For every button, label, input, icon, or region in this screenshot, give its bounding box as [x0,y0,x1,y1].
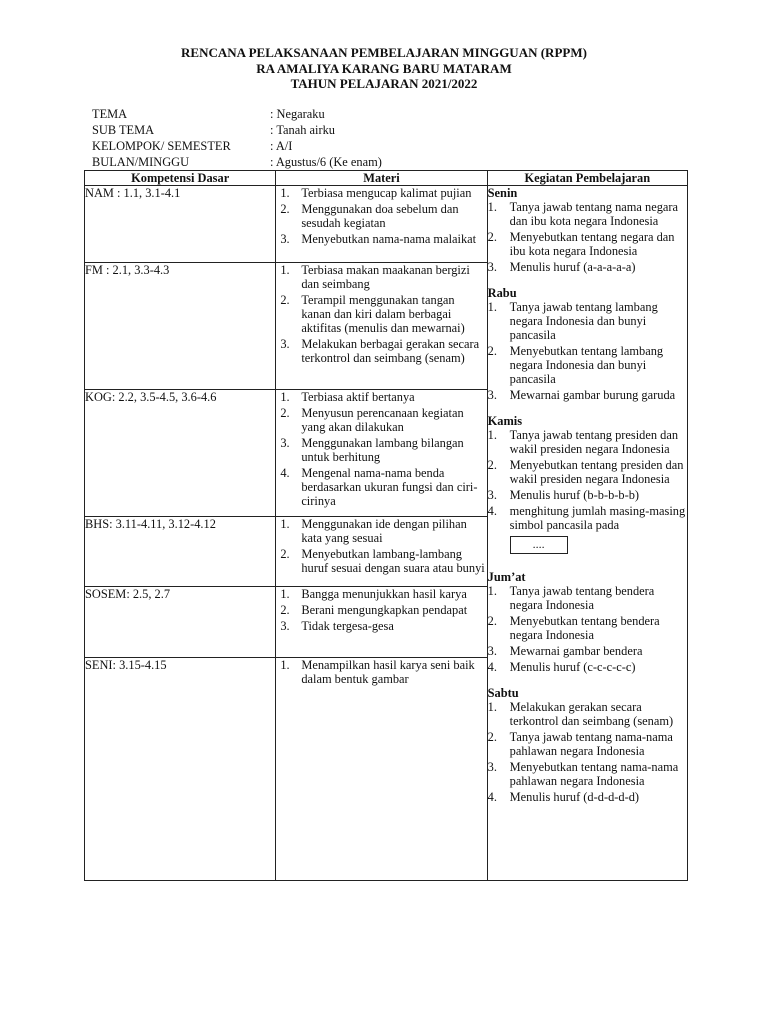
info-value: : A/I [270,139,293,153]
materi-cell [276,658,487,881]
list-number: 3. [487,488,497,502]
materi-text: Menyebutkan lambang-lambang huruf sesuai dengan suara atau bunyi [301,547,485,575]
list-number: 3. [280,337,290,351]
materi-item [276,406,486,434]
kegiatan-text: Menulis huruf (b-b-b-b-b) [509,488,640,502]
header-materi: Materi [276,171,487,186]
list-number: 3. [487,388,497,402]
materi-text: Menggunakan lambang bilangan untuk berhitung [301,436,464,464]
list-number: 2. [487,458,497,472]
kegiatan-list [488,300,687,402]
kegiatan-list [488,584,687,674]
materi-text: Mengenal nama-nama benda berdasarkan ukuran fungsi dan ciri-cirinya [301,466,478,508]
materi-list [276,390,486,508]
list-number: 1. [280,263,290,277]
blank-box: .... [510,536,568,554]
list-number: 3. [280,436,290,450]
materi-text: Terbiasa makan maakanan bergizi dan seimbang [301,263,470,291]
kegiatan-text: Menyebutkan tentang lambang negara Indonesia dan bunyi pancasila [509,344,664,386]
list-number: 3. [280,619,290,633]
kegiatan-text: Mewarnai gambar bendera [509,644,643,658]
kegiatan-text: Menyebutkan tentang nama-nama pahlawan negara Indonesia [509,760,679,788]
kegiatan-text: Tanya jawab tentang lambang negara Indonesia dan bunyi pancasila [509,300,658,342]
materi-item [276,658,486,686]
kegiatan-item [488,700,687,728]
kegiatan-text: Menyebutkan tentang presiden dan wakil presiden negara Indonesia [509,458,684,486]
info-row-bulan [92,154,382,170]
list-number: 1. [487,200,497,214]
materi-text: Menyusun perencanaan kegiatan yang akan dilakukan [301,406,464,434]
kegiatan-list [488,700,687,804]
kegiatan-item [488,488,687,502]
kegiatan-item [488,200,687,228]
kompetensi-dasar-cell: SOSEM: 2.5, 2.7 [85,587,276,658]
kegiatan-item [488,458,687,486]
list-number: 1. [487,700,497,714]
materi-cell [276,390,487,517]
materi-cell [276,263,487,390]
kegiatan-list [488,428,687,532]
materi-text: Tidak tergesa-gesa [301,619,394,633]
kegiatan-item [488,300,687,342]
list-number: 2. [487,730,497,744]
day-heading: Jum’at [487,570,526,584]
info-row-tema [92,106,382,122]
list-number: 1. [487,300,497,314]
kompetensi-dasar-cell: BHS: 3.11-4.11, 3.12-4.12 [85,517,276,587]
kegiatan-item [488,260,687,274]
kompetensi-dasar-cell: KOG: 2.2, 3.5-4.5, 3.6-4.6 [85,390,276,517]
day-heading: Kamis [487,414,523,428]
title-line-1: RENCANA PELAKSANAAN PEMBELAJARAN MINGGUAN (RPPM) [181,45,587,60]
materi-item [276,293,486,335]
kegiatan-text: Tanya jawab tentang nama-nama pahlawan negara Indonesia [509,730,673,758]
kegiatan-text: Tanya jawab tentang presiden dan wakil presiden negara Indonesia [509,428,679,456]
list-number: 3. [280,232,290,246]
kegiatan-text: Mewarnai gambar burung garuda [509,388,676,402]
kegiatan-cell [487,186,687,881]
kegiatan-item [488,660,687,674]
list-number: 2. [280,202,290,216]
kegiatan-item [488,730,687,758]
info-row-kelompok [92,138,382,154]
rppm-table [84,170,688,881]
materi-text: Melakukan berbagai gerakan secara terkontrol dan seimbang (senam) [301,337,480,365]
kompetensi-dasar-cell: NAM : 1.1, 3.1-4.1 [85,186,276,263]
kegiatan-text: Menyebutkan tentang negara dan ibu kota negara Indonesia [509,230,675,258]
materi-item [276,202,486,230]
kegiatan-text: Menulis huruf (c-c-c-c-c) [509,660,636,674]
materi-list [276,263,486,365]
list-number: 1. [280,186,290,200]
materi-item [276,517,486,545]
materi-text: Terampil menggunakan tangan kanan dan kiri dalam berbagai aktifitas (menulis dan mewarnai) [301,293,465,335]
kegiatan-text: Menyebutkan tentang bendera negara Indonesia [509,614,660,642]
day-heading: Sabtu [487,686,519,700]
header-kegiatan: Kegiatan Pembelajaran [487,171,687,186]
info-block [92,106,382,170]
list-number: 4. [487,660,497,674]
kegiatan-item [488,504,687,532]
materi-item [276,619,486,633]
list-number: 2. [280,293,290,307]
list-number: 4. [280,466,290,480]
materi-text: Menampilkan hasil karya seni baik dalam bentuk gambar [301,658,475,686]
kegiatan-item [488,230,687,258]
info-value: : Negaraku [270,107,325,121]
list-number: 1. [280,658,290,672]
materi-text: Menggunakan ide dengan pilihan kata yang sesuai [301,517,467,545]
list-number: 4. [487,790,497,804]
list-number: 1. [487,428,497,442]
kegiatan-text: menghitung jumlah masing-masing simbol pancasila pada [509,504,686,532]
materi-item [276,587,486,601]
materi-cell [276,186,487,263]
materi-text: Bangga menunjukkan hasil karya [301,587,467,601]
list-number: 1. [280,587,290,601]
kegiatan-item [488,614,687,642]
list-number: 4. [487,504,497,518]
materi-item [276,232,486,246]
kegiatan-item [488,388,687,402]
materi-text: Terbiasa mengucap kalimat pujian [301,186,472,200]
list-number: 3. [487,260,497,274]
title-line-3: TAHUN PELAJARAN 2021/2022 [290,76,478,91]
materi-cell [276,517,487,587]
kegiatan-item [488,428,687,456]
list-number: 1. [280,390,290,404]
table-body [85,186,688,881]
kegiatan-list [488,200,687,274]
kegiatan-text: Tanya jawab tentang nama negara dan ibu kota negara Indonesia [509,200,679,228]
materi-list [276,517,486,575]
info-row-subtema [92,122,382,138]
materi-item [276,186,486,200]
materi-text: Terbiasa aktif bertanya [301,390,415,404]
list-number: 3. [487,760,497,774]
materi-item [276,466,486,508]
list-number: 2. [487,614,497,628]
table-header-row [85,171,688,186]
materi-item [276,337,486,365]
materi-item [276,390,486,404]
document-title [80,45,688,92]
kegiatan-text: Menulis huruf (d-d-d-d-d) [509,790,640,804]
materi-cell [276,587,487,658]
kompetensi-dasar-cell: SENI: 3.15-4.15 [85,658,276,881]
kegiatan-text: Menulis huruf (a-a-a-a-a) [509,260,636,274]
info-label: TEMA [92,107,128,121]
materi-text: Menggunakan doa sebelum dan sesudah kegiatan [301,202,459,230]
kegiatan-item [488,790,687,804]
kegiatan-item [488,644,687,658]
day-heading: Senin [487,186,518,200]
info-label: SUB TEMA [92,123,155,137]
materi-item [276,263,486,291]
kegiatan-item [488,760,687,788]
materi-item [276,436,486,464]
list-number: 2. [280,406,290,420]
kegiatan-item [488,584,687,612]
list-number: 1. [487,584,497,598]
materi-text: Menyebutkan nama-nama malaikat [301,232,477,246]
kegiatan-text: Melakukan gerakan secara terkontrol dan seimbang (senam) [509,700,674,728]
info-value: : Agustus/6 (Ke enam) [270,155,382,169]
kegiatan-text: Tanya jawab tentang bendera negara Indonesia [509,584,655,612]
list-number: 2. [487,344,497,358]
day-heading: Rabu [487,286,517,300]
materi-list [276,587,486,633]
materi-list [276,186,486,246]
list-number: 2. [280,603,290,617]
info-label: BULAN/MINGGU [92,155,190,169]
header-kompetensi: Kompetensi Dasar [85,171,276,186]
list-number: 1. [280,517,290,531]
materi-list [276,658,486,686]
list-number: 2. [280,547,290,561]
list-number: 2. [487,230,497,244]
info-value: : Tanah airku [270,123,335,137]
materi-item [276,547,486,575]
materi-item [276,603,486,617]
table-row [85,186,688,263]
kompetensi-dasar-cell: FM : 2.1, 3.3-4.3 [85,263,276,390]
title-line-2: RA AMALIYA KARANG BARU MATARAM [256,60,512,76]
list-number: 3. [487,644,497,658]
info-label: KELOMPOK/ SEMESTER [92,139,231,153]
materi-text: Berani mengungkapkan pendapat [301,603,468,617]
kegiatan-item [488,344,687,386]
